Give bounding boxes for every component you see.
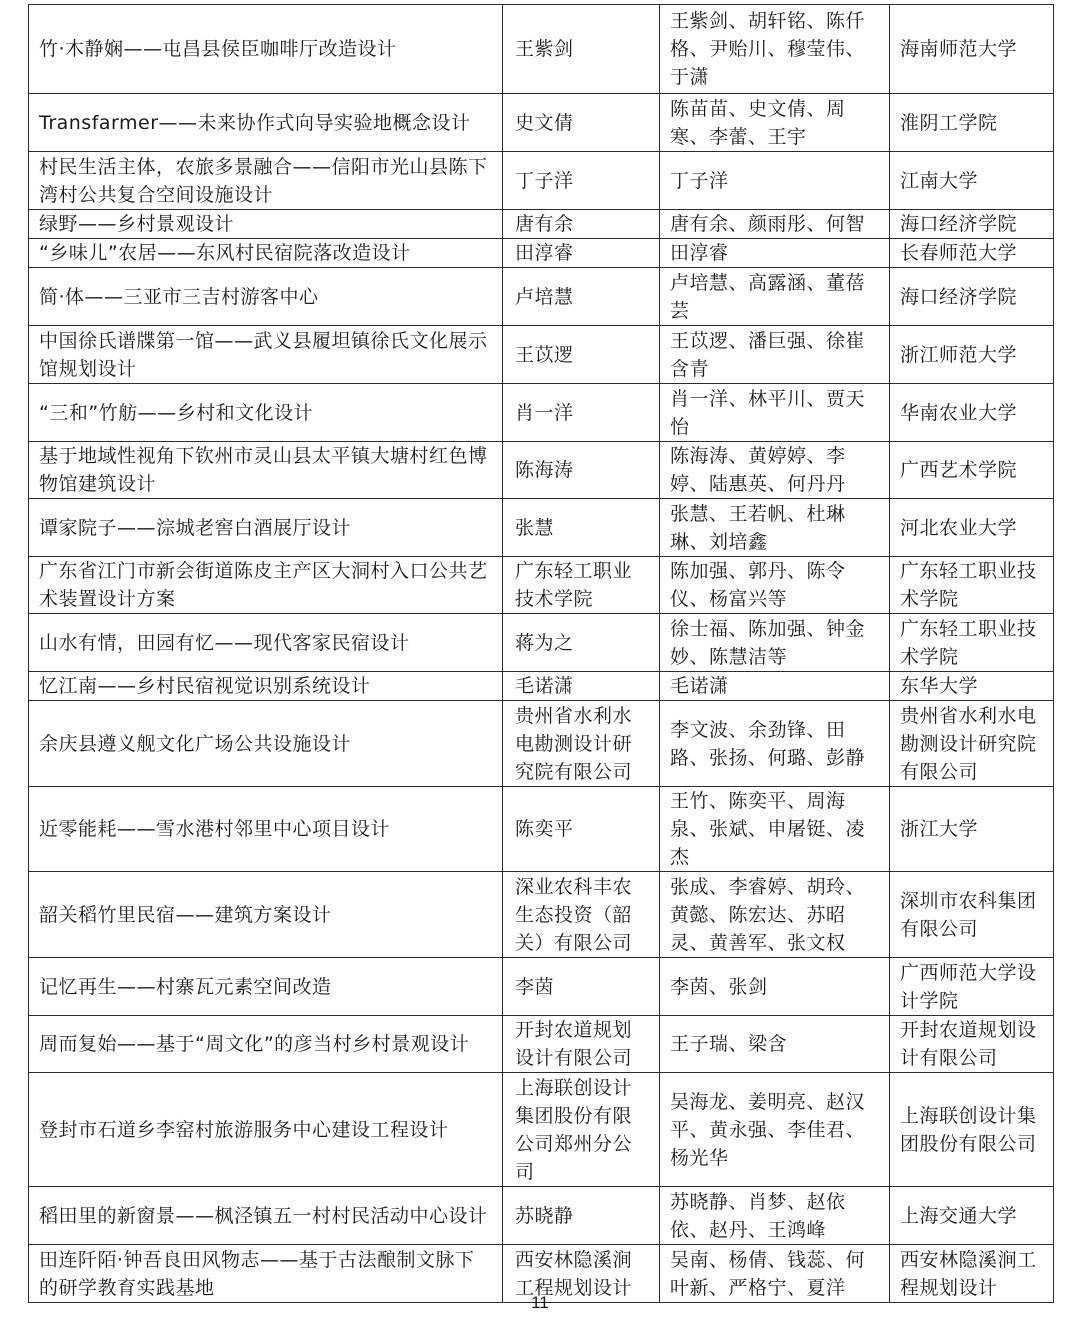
page-number: 11 bbox=[531, 1293, 549, 1312]
project-name-cell: 忆江南——乡村民宿视觉识别系统设计 bbox=[29, 672, 503, 701]
project-name-cell: 基于地域性视角下钦州市灵山县太平镇大塘村红色博物馆建筑设计 bbox=[29, 442, 503, 499]
applicant-cell: 毛诺潇 bbox=[503, 672, 660, 701]
members-cell: 肖一洋、林平川、贾天怡 bbox=[660, 384, 890, 442]
project-name-cell: 周而复始——基于“周文化”的彦当村乡村景观设计 bbox=[29, 1016, 503, 1073]
organization-cell: 开封农道规划设计有限公司 bbox=[890, 1016, 1054, 1073]
members-cell: 毛诺潇 bbox=[660, 672, 890, 701]
applicant-cell: 陈海涛 bbox=[503, 442, 660, 499]
project-name-cell: 中国徐氏谱牒第一馆——武义县履坦镇徐氏文化展示馆规划设计 bbox=[29, 326, 503, 384]
project-name-cell: 山水有情，田园有忆——现代客家民宿设计 bbox=[29, 614, 503, 672]
table-row bbox=[29, 557, 1054, 614]
members-cell: 张成、李睿婷、胡玲、黄懿、陈宏达、苏昭灵、黄善军、张文权 bbox=[660, 872, 890, 958]
members-cell: 苏晓静、肖梦、赵依依、赵丹、王鸿峰 bbox=[660, 1187, 890, 1245]
members-cell: 陈海涛、黄婷婷、李婷、陆惠英、何丹丹 bbox=[660, 442, 890, 499]
applicant-cell: 西安林隐溪涧工程规划设计 bbox=[503, 1245, 660, 1303]
table-row bbox=[29, 958, 1054, 1016]
project-name-cell: Transfarmer——未来协作式向导实验地概念设计 bbox=[29, 94, 503, 152]
members-cell: 徐士福、陈加强、钟金妙、陈慧洁等 bbox=[660, 614, 890, 672]
table-row bbox=[29, 326, 1054, 384]
project-name-cell: 广东省江门市新会街道陈皮主产区大洞村入口公共艺术装置设计方案 bbox=[29, 557, 503, 614]
table-row bbox=[29, 94, 1054, 152]
applicant-cell: 广东轻工职业技术学院 bbox=[503, 557, 660, 614]
project-name-cell: 竹·木静娴——屯昌县侯臣咖啡厅改造设计 bbox=[29, 5, 503, 94]
organization-cell: 海口经济学院 bbox=[890, 268, 1054, 326]
organization-cell: 东华大学 bbox=[890, 672, 1054, 701]
table-row bbox=[29, 787, 1054, 872]
table-row bbox=[29, 1187, 1054, 1245]
applicant-cell: 唐有余 bbox=[503, 210, 660, 239]
table-row bbox=[29, 210, 1054, 239]
table-row bbox=[29, 1073, 1054, 1187]
table-row bbox=[29, 5, 1054, 94]
organization-cell: 广东轻工职业技术学院 bbox=[890, 614, 1054, 672]
project-name-cell: 韶关稻竹里民宿——建筑方案设计 bbox=[29, 872, 503, 958]
project-name-cell: 绿野——乡村景观设计 bbox=[29, 210, 503, 239]
project-name-cell: 近零能耗——雪水港村邻里中心项目设计 bbox=[29, 787, 503, 872]
organization-cell: 长春师范大学 bbox=[890, 239, 1054, 268]
project-name-cell: 田连阡陌·钟吾良田风物志——基于古法酿制文脉下的研学教育实践基地 bbox=[29, 1245, 503, 1303]
applicant-cell: 王紫剑 bbox=[503, 5, 660, 94]
table-row bbox=[29, 1016, 1054, 1073]
applicant-cell: 肖一洋 bbox=[503, 384, 660, 442]
applicant-cell: 开封农道规划设计有限公司 bbox=[503, 1016, 660, 1073]
table-row bbox=[29, 872, 1054, 958]
organization-cell: 上海联创设计集团股份有限公司 bbox=[890, 1073, 1054, 1187]
project-name-cell: “三和”竹舫——乡村和文化设计 bbox=[29, 384, 503, 442]
organization-cell: 华南农业大学 bbox=[890, 384, 1054, 442]
applicant-cell: 蒋为之 bbox=[503, 614, 660, 672]
applicant-cell: 深业农科丰农生态投资（韶关）有限公司 bbox=[503, 872, 660, 958]
organization-cell: 浙江大学 bbox=[890, 787, 1054, 872]
organization-cell: 淮阴工学院 bbox=[890, 94, 1054, 152]
project-name-cell: 稻田里的新窗景——枫泾镇五一村村民活动中心设计 bbox=[29, 1187, 503, 1245]
members-cell: 李茵、张剑 bbox=[660, 958, 890, 1016]
organization-cell: 上海交通大学 bbox=[890, 1187, 1054, 1245]
table-row bbox=[29, 268, 1054, 326]
table-row bbox=[29, 239, 1054, 268]
members-cell: 王子瑞、梁含 bbox=[660, 1016, 890, 1073]
members-cell: 陈加强、郭丹、陈令仪、杨富兴等 bbox=[660, 557, 890, 614]
organization-cell: 广东轻工职业技术学院 bbox=[890, 557, 1054, 614]
members-cell: 丁子洋 bbox=[660, 152, 890, 210]
applicant-cell: 王苡逻 bbox=[503, 326, 660, 384]
award-table-body bbox=[29, 5, 1054, 1303]
organization-cell: 广西艺术学院 bbox=[890, 442, 1054, 499]
applicant-cell: 上海联创设计集团股份有限公司郑州分公司 bbox=[503, 1073, 660, 1187]
project-name-cell: 记忆再生——村寨瓦元素空间改造 bbox=[29, 958, 503, 1016]
project-name-cell: 登封市石道乡李窑村旅游服务中心建设工程设计 bbox=[29, 1073, 503, 1187]
project-name-cell: 余庆县遵义舰文化广场公共设施设计 bbox=[29, 701, 503, 787]
project-name-cell: 谭家院子——淙城老窖白酒展厅设计 bbox=[29, 499, 503, 557]
table-row bbox=[29, 499, 1054, 557]
project-name-cell: 村民生活主体，农旅多景融合——信阳市光山县陈下湾村公共复合空间设施设计 bbox=[29, 152, 503, 210]
applicant-cell: 李茵 bbox=[503, 958, 660, 1016]
organization-cell: 海口经济学院 bbox=[890, 210, 1054, 239]
organization-cell: 深圳市农科集团有限公司 bbox=[890, 872, 1054, 958]
members-cell: 吴南、杨倩、钱蕊、何叶新、严格宁、夏洋 bbox=[660, 1245, 890, 1303]
members-cell: 王苡逻、潘巨强、徐崔含青 bbox=[660, 326, 890, 384]
table-row bbox=[29, 701, 1054, 787]
organization-cell: 贵州省水利水电勘测设计研究院有限公司 bbox=[890, 701, 1054, 787]
project-name-cell: 简·体——三亚市三吉村游客中心 bbox=[29, 268, 503, 326]
members-cell: 王竹、陈奕平、周海泉、张斌、申屠铤、凌杰 bbox=[660, 787, 890, 872]
members-cell: 吴海龙、姜明亮、赵汉平、黄永强、李佳君、杨光华 bbox=[660, 1073, 890, 1187]
organization-cell: 河北农业大学 bbox=[890, 499, 1054, 557]
organization-cell: 浙江师范大学 bbox=[890, 326, 1054, 384]
organization-cell: 海南师范大学 bbox=[890, 5, 1054, 94]
organization-cell: 西安林隐溪涧工程规划设计 bbox=[890, 1245, 1054, 1303]
members-cell: 王紫剑、胡轩铭、陈仟格、尹贻川、穆莹伟、于潇 bbox=[660, 5, 890, 94]
members-cell: 张慧、王若帆、杜琳琳、刘培鑫 bbox=[660, 499, 890, 557]
organization-cell: 江南大学 bbox=[890, 152, 1054, 210]
members-cell: 田淳睿 bbox=[660, 239, 890, 268]
table-row bbox=[29, 442, 1054, 499]
applicant-cell: 张慧 bbox=[503, 499, 660, 557]
award-table bbox=[28, 4, 1054, 1303]
members-cell: 李文波、余劲锋、田路、张扬、何璐、彭静 bbox=[660, 701, 890, 787]
applicant-cell: 苏晓静 bbox=[503, 1187, 660, 1245]
project-name-cell: “乡味儿”农居——东风村民宿院落改造设计 bbox=[29, 239, 503, 268]
organization-cell: 广西师范大学设计学院 bbox=[890, 958, 1054, 1016]
applicant-cell: 丁子洋 bbox=[503, 152, 660, 210]
table-row bbox=[29, 614, 1054, 672]
table-row bbox=[29, 152, 1054, 210]
table-row bbox=[29, 384, 1054, 442]
applicant-cell: 陈奕平 bbox=[503, 787, 660, 872]
applicant-cell: 卢培慧 bbox=[503, 268, 660, 326]
members-cell: 陈苗苗、史文倩、周寒、李蕾、王宇 bbox=[660, 94, 890, 152]
members-cell: 唐有余、颜雨彤、何智 bbox=[660, 210, 890, 239]
table-row bbox=[29, 672, 1054, 701]
applicant-cell: 贵州省水利水电勘测设计研究院有限公司 bbox=[503, 701, 660, 787]
applicant-cell: 田淳睿 bbox=[503, 239, 660, 268]
applicant-cell: 史文倩 bbox=[503, 94, 660, 152]
members-cell: 卢培慧、高露涵、董蓓芸 bbox=[660, 268, 890, 326]
